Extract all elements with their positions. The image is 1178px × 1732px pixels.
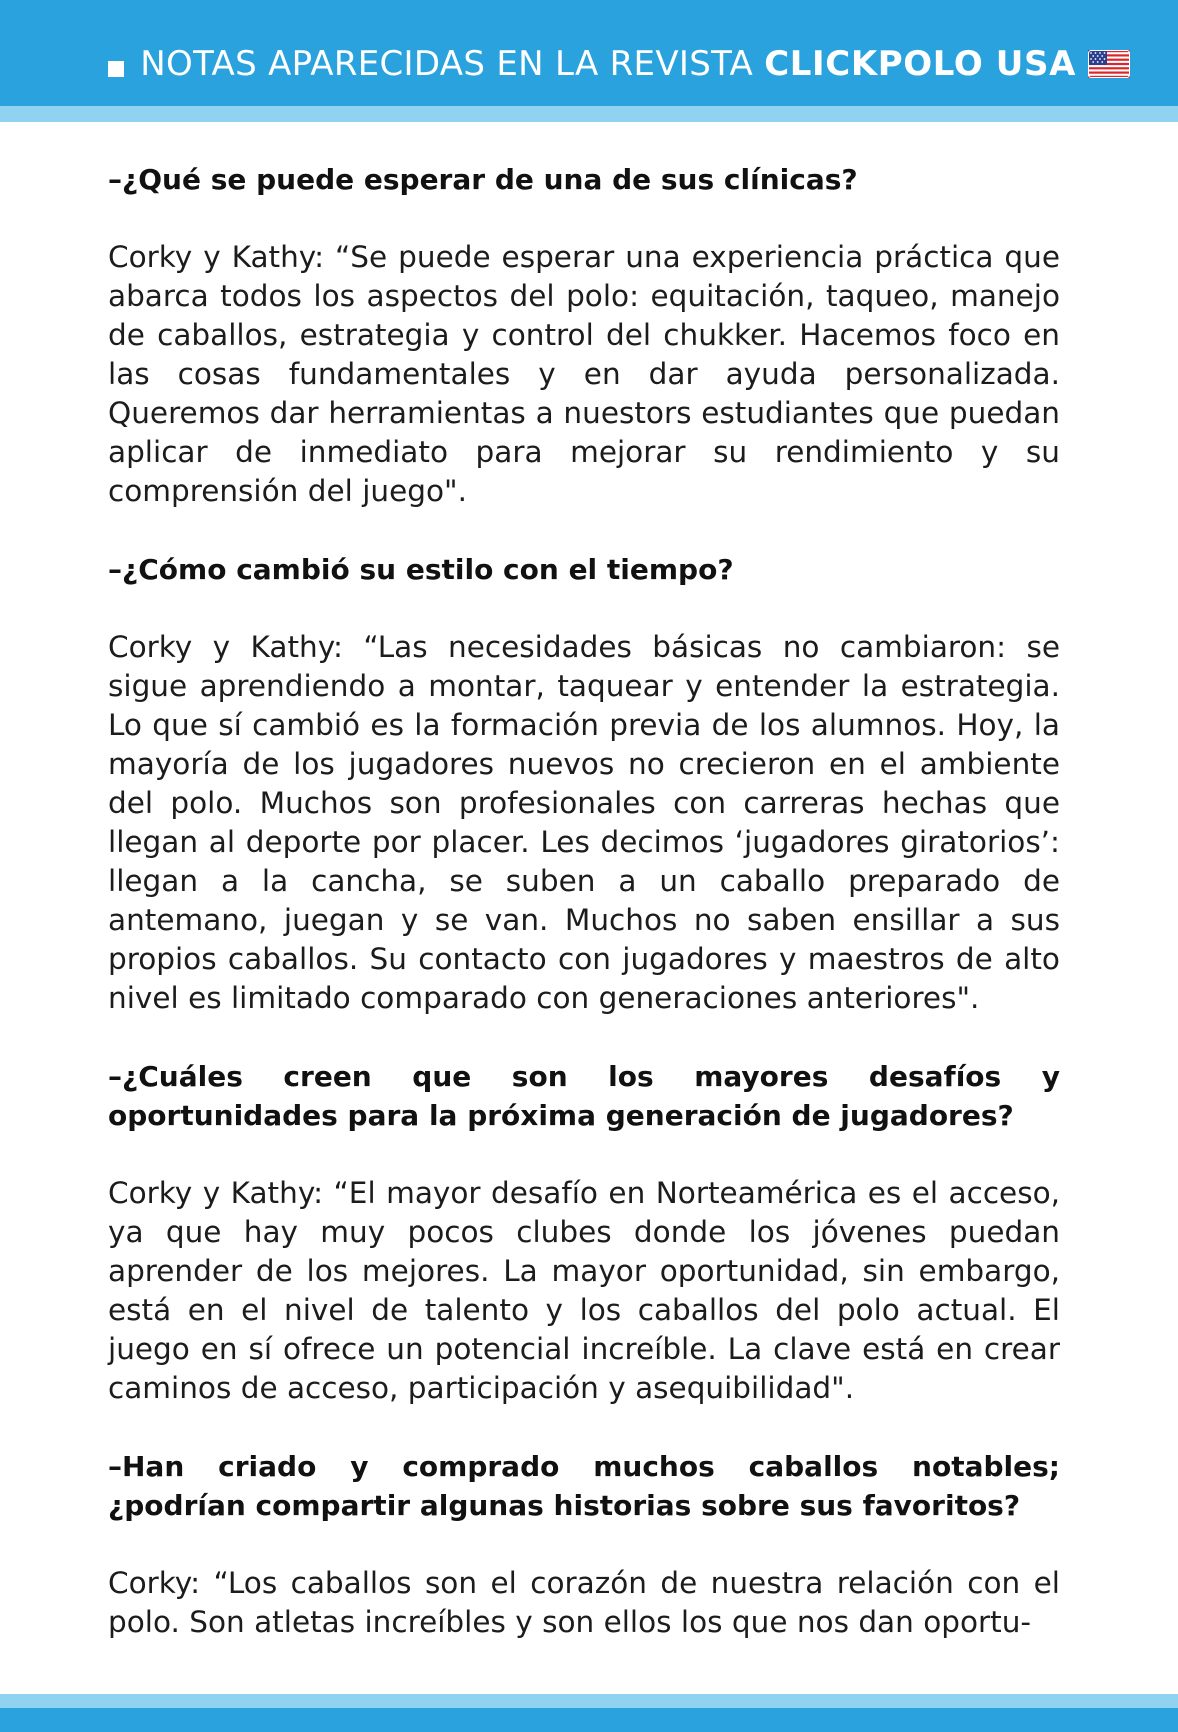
footer-bar xyxy=(0,1708,1178,1732)
answer-paragraph: Corky y Kathy: “Las necesidades básicas no cambiaron: se sigue aprendiendo a montar, taquear y entender la estrategia. Lo que sí cambió es la formación previa de los alumnos. Hoy, la mayoría de los jugadores nuevos no crecieron en el ambiente del polo. Muchos son profesionales con carreras hechas que llegan al deporte por placer. Les decimos ‘jugadores giratorios’: llegan a la cancha, se suben a un caballo preparado de antemano, juegan y se van. Muchos no saben ensillar a sus propios caballos. Su contacto con jugadores y maestros de alto nivel es limitado comparado con generaciones anteriores". xyxy=(108,630,1060,1015)
footer-stripe xyxy=(0,1694,1178,1708)
answer-paragraph: Corky y Kathy: “El mayor desafío en Norteamérica es el acceso, ya que hay muy pocos clubes donde los jóvenes puedan aprender de los mejores. La mayor oportunidad, sin embargo, está en el nivel de talento y los caballos del polo actual. El juego en sí ofrece un potencial increíble. La clave está en crear caminos de acceso, participación y asequibilidad". xyxy=(108,1176,1060,1405)
us-flag-icon xyxy=(1088,50,1130,78)
answer-paragraph: Corky y Kathy: “Se puede esperar una experiencia práctica que abarca todos los aspectos del polo: equitación, taqueo, manejo de caballos, estrategia y control del chukker. Hacemos foco en las cosas fundamentales y en dar ayuda personalizada. Queremos dar herramientas a nuestors estudiantes que puedan aplicar de inmediato para mejorar su rendimiento y su comprensión del juego". xyxy=(108,240,1060,508)
question-heading: –¿Qué se puede esperar de una de sus clínicas? xyxy=(108,163,858,196)
header-bar xyxy=(0,0,1178,106)
square-bullet-icon xyxy=(108,61,124,77)
header-stripe xyxy=(0,106,1178,122)
article-body xyxy=(108,160,1060,1681)
header-title xyxy=(108,44,1130,84)
question-heading: –¿Cómo cambió su estilo con el tiempo? xyxy=(108,553,734,586)
header-title-prefix: NOTAS APARECIDAS EN LA REVISTA xyxy=(140,44,765,84)
question-heading: –Han criado y comprado muchos caballos notables; ¿podrían compartir algunas historias sobre sus favoritos? xyxy=(108,1450,1060,1522)
header-brand: CLICKPOLO USA xyxy=(764,44,1076,84)
answer-paragraph: Corky: “Los caballos son el corazón de nuestra relación con el polo. Son atletas increíbles y son ellos los que nos dan oportu- xyxy=(108,1566,1060,1639)
question-heading: –¿Cuáles creen que son los mayores desafíos y oportunidades para la próxima generación de jugadores? xyxy=(108,1060,1060,1132)
